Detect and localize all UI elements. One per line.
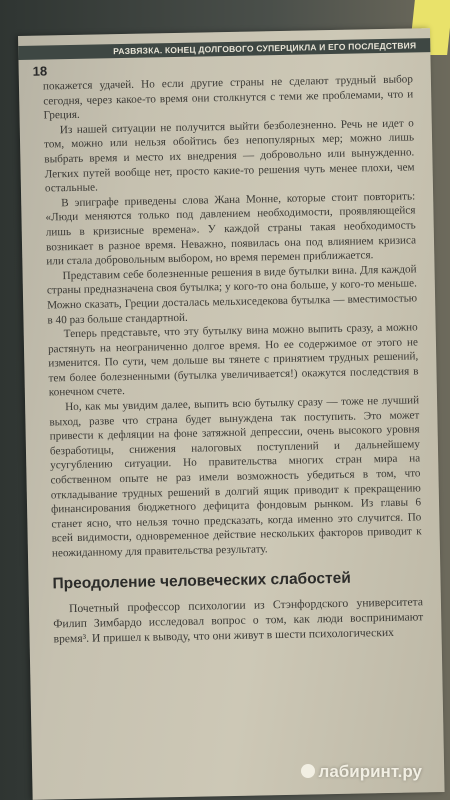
body-text [43, 72, 424, 646]
labirint-logo-icon [301, 764, 315, 778]
running-title: РАЗВЯЗКА. КОНЕЦ ДОЛГОВОГО СУПЕРЦИКЛА И ЕГО ПОСЛЕДСТВИЯ [113, 40, 417, 57]
paragraph: Представим себе болезненные решения в виде бутылки вина. Для каждой страны предназначена своя бутылка; у кого-то она больше, у кого-то меньше. Можно сказать, Греции досталась мельхиседекова бутылка — вместимостью в 40 раз больше стандартной. [46, 263, 418, 326]
paragraph: В эпиграфе приведены слова Жана Монне, которые стоит повторить: «Люди меняются только под давлением необходимости, проявляющейся лишь в кризисные времена». У каждой страны такая необходимость возникает в разное время. Неважно, появилась она под влиянием кризиса или стала добровольным выбором, но время перемен приближается. [45, 190, 417, 268]
watermark-text: лабиринт.ру [318, 762, 422, 781]
paragraph: Но, как мы увидим далее, выпить всю бутылку сразу — тоже не лучший выход, разве что страна будет вынуждена так поступить. Это может привести к дефляции на фоне затяжной депрессии, очень высокого уровня безработицы, снижения налоговых поступлений и дальнейшему усугублению ситуации. Но правительства многих стран мира на собственном опыте не раз имели возможность убедиться в том, что откладывание трудных решений в долгий ящик приводит к прекращению финансирования бюджетного дефицита фондовым рынком. Из главы 6 станет ясно, что нельзя точно предсказать, когда именно это случится. По всей видимости, одновременное действие нескольких факторов приводит к неожиданному для правительства результату. [49, 394, 422, 560]
page-number: 18 [32, 63, 48, 79]
section-heading: Преодоление человеческих слабостей [52, 569, 351, 593]
paragraph: Теперь представьте, что эту бутылку вина можно выпить сразу, а можно растянуть на неограниченно долгое время. Но ее содержимое от этого не изменится. По сути, чем дольше вы тянете с принятием трудных решений, тем более болезненными (бутылка увеличивается!) окажутся последствия в конечном счете. [47, 321, 419, 399]
paragraph: покажется удачей. Но если другие страны не сделают трудный выбор сегодня, через какое-то время они столкнутся с теми же проблемами, что и Греция. [42, 73, 414, 122]
paragraph: Из нашей ситуации не получится выйти безболезненно. Речь не идет о том, можно или нельзя обойтись без непопулярных мер; можно лишь выбрать время и место их внедрения — добровольно или вынужденно. Легких путей вообще нет, просто какие-то решения чуть менее плохи, чем остальные. [43, 117, 415, 195]
watermark [301, 762, 422, 782]
running-header [18, 38, 430, 60]
book-page [18, 28, 445, 800]
paragraph: Почетный профессор психологии из Стэнфордского университета Филип Зимбардо исследовал вопрос о том, как люди воспринимают время³. И пришел к выводу, что они живут в шести психологических [53, 595, 424, 646]
